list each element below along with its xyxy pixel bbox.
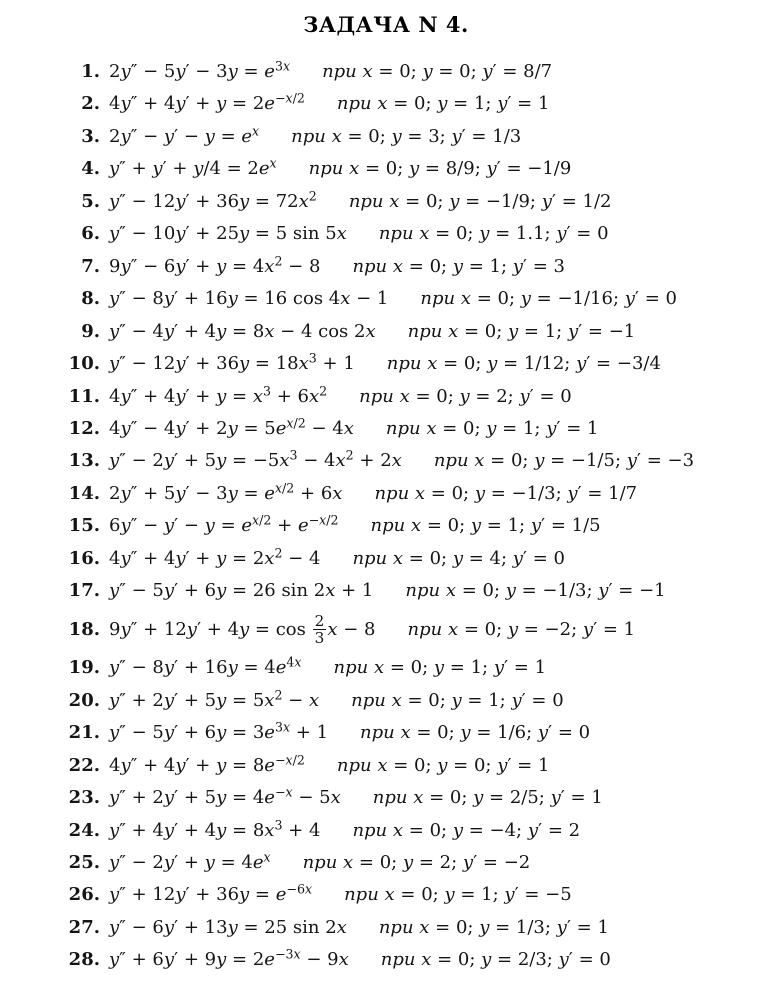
problem-number: 10. [68, 353, 100, 375]
problem-row [62, 884, 740, 906]
problem-equation: $y'' + y' + y/4 = 2e^x$ [109, 156, 277, 180]
problem-number: 26. [68, 884, 100, 906]
problem-row [62, 613, 740, 647]
problem-row [62, 784, 740, 809]
problem-row [62, 58, 740, 83]
problem-number: 22. [68, 754, 100, 776]
problem-equation: $4y'' + 4y' + y = 8e^{-x/2}$ [109, 752, 305, 776]
problem-equation: $y'' + 2y' + 5y = 4e^{-x} - 5x$ [109, 784, 341, 809]
problem-number: 9. [81, 320, 100, 342]
problem-number: 16. [68, 547, 100, 569]
problem-row [62, 415, 740, 440]
problem-number: 5. [81, 190, 100, 212]
problem-row [62, 158, 740, 180]
problem-conditions: при x = 0; y = −1/3; y′ = 1/7 [374, 482, 638, 504]
problem-row [62, 321, 740, 343]
problem-list [62, 58, 740, 971]
problem-equation: $4y'' + 4y' + y = 2x^2 - 4$ [109, 545, 321, 569]
problem-conditions: при x = 0; y = 1; y′ = −1 [407, 320, 636, 342]
problem-number: 11. [68, 385, 100, 407]
problem-number: 28. [68, 949, 100, 971]
problem-number: 27. [68, 916, 100, 938]
problem-number: 25. [68, 851, 100, 873]
problem-equation: y″ − 8y′ + 16y = 16 cos 4x − 1 [109, 288, 389, 310]
problem-equation: $4y'' + 4y' + y = x^3 + 6x^2$ [109, 383, 328, 407]
problem-conditions: при x = 0; y = 1; y′ = 0 [351, 689, 564, 711]
problem-equation: $2y'' + 5y' - 3y = e^{x/2} + 6x$ [109, 480, 343, 504]
problem-equation: $y'' + 4y' + 4y = 8x^3 + 4$ [109, 817, 321, 841]
problem-conditions: при x = 0; y = 1.1; y′ = 0 [378, 223, 609, 245]
problem-equation: $9y'' - 6y' + y = 4x^2 - 8$ [109, 253, 321, 277]
problem-row [62, 288, 740, 310]
problem-equation: $4y'' + 4y' + y = 2e^{-x/2}$ [109, 91, 305, 115]
problem-number: 23. [68, 787, 100, 809]
problem-equation: $y'' + 2y' + 5y = 5x^2 - x$ [109, 687, 320, 711]
problem-equation: y″ − 5y′ + 6y = 26 sin 2x + 1 [109, 580, 374, 602]
problem-number: 15. [68, 515, 100, 537]
problem-equation: $y'' - 12y' + 36y = 72x^2$ [109, 188, 317, 212]
problem-equation: $y'' - 12y' + 36y = 18x^3 + 1$ [109, 350, 355, 375]
problem-equation: $4y'' - 4y' + 2y = 5e^{x/2} - 4x$ [109, 415, 354, 439]
problem-conditions: при x = 0; y = 1; y′ = 3 [352, 255, 565, 277]
problem-number: 4. [81, 158, 100, 180]
problem-row [62, 188, 740, 213]
problem-conditions: при x = 0; y = 2/3; y′ = 0 [380, 949, 611, 971]
problem-number: 17. [68, 580, 100, 602]
problem-row [62, 450, 740, 472]
problem-equation: $2y'' - 5y' - 3y = e^{3x}$ [109, 58, 291, 82]
problem-number: 18. [68, 618, 100, 640]
problem-number: 1. [81, 61, 100, 82]
problem-row [62, 253, 740, 278]
problem-conditions: при x = 0; y = 1/3; y′ = 1 [378, 916, 609, 938]
problem-row [62, 849, 740, 874]
problem-equation: 9y″ + 12y′ + 4y = cos $\frac{2}{3}$ x − 8 [109, 611, 376, 648]
problem-conditions: при x = 0; y = 1/12; y′ = −3/4 [386, 353, 661, 375]
problem-number: 19. [68, 657, 100, 679]
problem-conditions: при x = 0; y = 1; y′ = 1 [385, 417, 599, 439]
problem-row [62, 917, 740, 939]
problem-number: 6. [81, 223, 100, 245]
problem-row [62, 515, 740, 537]
problem-number: 2. [81, 93, 100, 115]
problem-conditions: при x = 0; y = −1/16; y′ = 0 [420, 288, 677, 310]
problem-row [62, 123, 740, 148]
problem-equation: y″ − 4y′ + 4y = 8x − 4 cos 2x [109, 320, 376, 342]
problem-row [62, 223, 740, 245]
problem-conditions: при x = 0; y = 4; y′ = 0 [352, 547, 565, 569]
problem-row [62, 687, 740, 712]
problem-equation: $y'' - 5y' + 6y = 3e^{3x} + 1$ [109, 719, 329, 744]
problem-row [62, 949, 740, 971]
problem-conditions: при x = 0; y = −1/5; y′ = −3 [433, 450, 695, 472]
problem-row [62, 383, 740, 408]
problem-conditions: при x = 0; y = 1/6; y′ = 0 [360, 722, 591, 744]
problem-number: 3. [81, 125, 100, 147]
problem-equation: $y'' + 12y' + 36y = e^{-6x}$ [109, 882, 313, 906]
problem-conditions: при x = 0; y = 2; y′ = 0 [359, 385, 572, 407]
problem-row [62, 817, 740, 842]
problem-equation: $2y'' - y' - y = e^x$ [109, 123, 260, 147]
problem-equation: y″ − 6y′ + 13y = 25 sin 2x [109, 916, 347, 938]
problem-number: 8. [81, 288, 100, 310]
problem-row [62, 580, 740, 602]
problem-equation: $y'' - 8y' + 16y = 4e^{4x}$ [109, 654, 302, 679]
problem-row [62, 93, 740, 115]
problem-number: 24. [68, 819, 100, 841]
problem-equation: $y'' - 2y' + 5y = -5x^3 - 4x^2 + 2x$ [109, 448, 402, 472]
problem-conditions: при x = 0; y = 2/5; y′ = 1 [372, 787, 603, 809]
problem-equation: y″ − 10y′ + 25y = 5 sin 5x [109, 223, 347, 245]
problem-conditions: при x = 0; y = −4; y′ = 2 [352, 819, 581, 841]
problem-conditions: при x = 0; y = 0; y′ = 1 [336, 754, 550, 776]
problem-conditions: при x = 0; y = 2; y′ = −2 [302, 851, 531, 873]
problem-number: 14. [68, 482, 100, 504]
problem-conditions: при x = 0; y = 1; y′ = −5 [344, 884, 572, 906]
problem-conditions: при x = 0; y = −2; y′ = 1 [407, 618, 636, 640]
problem-number: 13. [68, 450, 100, 472]
problem-number: 20. [68, 689, 100, 711]
problem-conditions: при x = 0; y = 1; y′ = 1 [333, 657, 547, 679]
problem-conditions: при x = 0; y = −1/3; y′ = −1 [405, 580, 666, 602]
problem-row [62, 654, 740, 679]
page-title: ЗАДАЧА N 4. [303, 12, 469, 37]
problem-row [62, 480, 740, 505]
problem-number: 7. [81, 255, 100, 277]
problem-conditions: при x = 0; y = 1; y′ = 1 [336, 93, 550, 115]
problem-conditions: при x = 0; y = 0; y′ = 8/7 [322, 61, 553, 82]
problem-conditions: при x = 0; y = 3; y′ = 1/3 [291, 125, 522, 147]
problem-row [62, 350, 740, 375]
problem-equation: $6y'' - y' - y = e^{x/2} + e^{-x/2}$ [109, 513, 339, 537]
problem-equation: $y'' - 2y' + y = 4e^x$ [109, 849, 271, 873]
problem-number: 12. [68, 417, 100, 439]
problem-row [62, 752, 740, 777]
problem-conditions: при x = 0; y = −1/9; y′ = 1/2 [348, 190, 612, 212]
problem-equation: $y'' + 6y' + 9y = 2e^{-3x} - 9x$ [109, 947, 349, 971]
problem-row [62, 719, 740, 744]
problem-conditions: при x = 0; y = 8/9; y′ = −1/9 [308, 158, 572, 180]
problem-conditions: при x = 0; y = 1; y′ = 1/5 [370, 515, 601, 537]
problem-number: 21. [68, 722, 100, 744]
problem-row [62, 545, 740, 570]
